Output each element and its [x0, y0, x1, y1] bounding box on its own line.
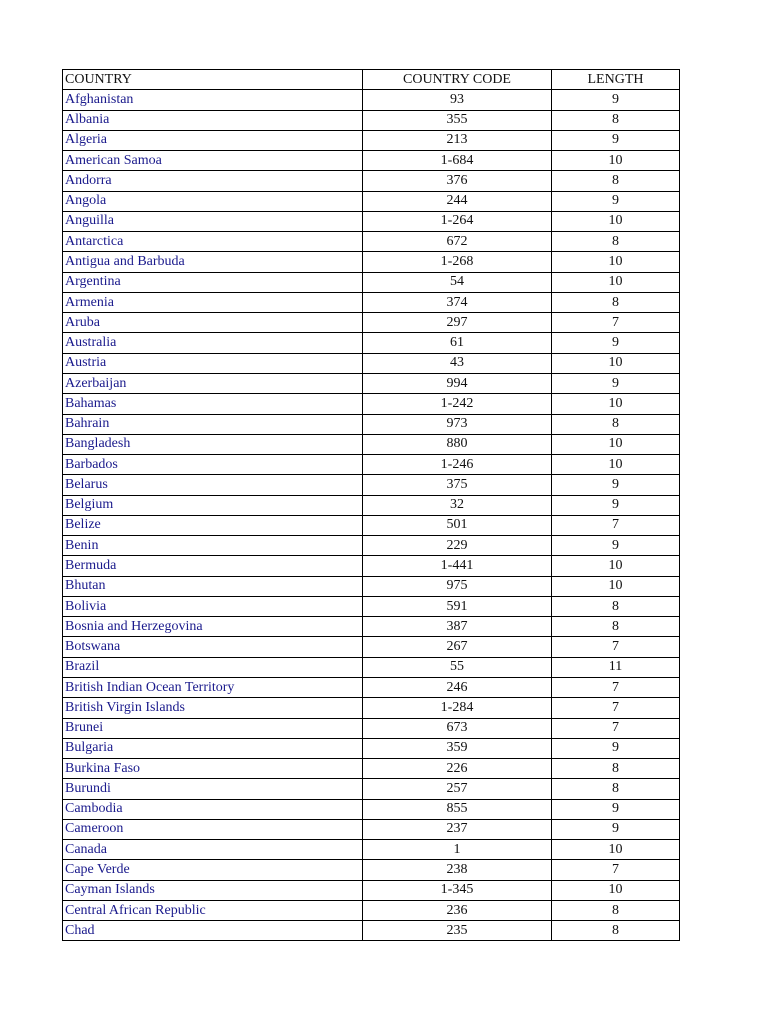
length-cell: 7 — [552, 515, 680, 535]
table-row — [63, 779, 680, 799]
length-cell: 10 — [552, 556, 680, 576]
country-code-cell: 257 — [363, 779, 552, 799]
country-code-cell: 297 — [363, 313, 552, 333]
table-row — [63, 921, 680, 941]
table-row — [63, 495, 680, 515]
country-cell[interactable]: Cambodia — [63, 799, 363, 819]
country-cell[interactable]: Bahamas — [63, 394, 363, 414]
country-code-cell: 975 — [363, 576, 552, 596]
country-cell[interactable]: Central African Republic — [63, 900, 363, 920]
table-row — [63, 353, 680, 373]
country-code-cell: 1-264 — [363, 211, 552, 231]
country-cell[interactable]: Chad — [63, 921, 363, 941]
country-code-cell: 376 — [363, 171, 552, 191]
country-code-cell: 591 — [363, 596, 552, 616]
length-cell: 10 — [552, 394, 680, 414]
length-cell: 10 — [552, 434, 680, 454]
country-code-cell: 54 — [363, 272, 552, 292]
table-row — [63, 90, 680, 110]
country-cell[interactable]: Albania — [63, 110, 363, 130]
country-cell[interactable]: Aruba — [63, 313, 363, 333]
table-row — [63, 130, 680, 150]
length-cell: 9 — [552, 333, 680, 353]
country-cell[interactable]: Afghanistan — [63, 90, 363, 110]
country-code-cell: 1-345 — [363, 880, 552, 900]
country-code-cell: 375 — [363, 475, 552, 495]
length-cell: 10 — [552, 151, 680, 171]
country-cell[interactable]: Antarctica — [63, 232, 363, 252]
country-code-cell: 229 — [363, 536, 552, 556]
country-cell[interactable]: Bosnia and Herzegovina — [63, 617, 363, 637]
country-code-cell: 237 — [363, 819, 552, 839]
table-row — [63, 191, 680, 211]
country-code-cell: 501 — [363, 515, 552, 535]
country-code-cell: 880 — [363, 434, 552, 454]
length-cell: 7 — [552, 860, 680, 880]
table-row — [63, 171, 680, 191]
country-cell[interactable]: Belize — [63, 515, 363, 535]
table-row — [63, 819, 680, 839]
length-cell: 9 — [552, 799, 680, 819]
country-code-cell: 236 — [363, 900, 552, 920]
table-row — [63, 738, 680, 758]
table-row — [63, 373, 680, 393]
country-cell[interactable]: British Indian Ocean Territory — [63, 677, 363, 697]
country-code-cell: 213 — [363, 130, 552, 150]
country-code-cell: 1-242 — [363, 394, 552, 414]
country-code-cell: 55 — [363, 657, 552, 677]
country-cell[interactable]: Bolivia — [63, 596, 363, 616]
length-cell: 8 — [552, 617, 680, 637]
country-cell[interactable]: Algeria — [63, 130, 363, 150]
table-row — [63, 333, 680, 353]
country-cell[interactable]: Austria — [63, 353, 363, 373]
table-row — [63, 880, 680, 900]
length-cell: 8 — [552, 171, 680, 191]
header-country-code: COUNTRY CODE — [363, 70, 552, 90]
table-row — [63, 677, 680, 697]
country-code-cell: 267 — [363, 637, 552, 657]
table-row — [63, 455, 680, 475]
country-cell[interactable]: Anguilla — [63, 211, 363, 231]
length-cell: 8 — [552, 779, 680, 799]
country-code-cell: 855 — [363, 799, 552, 819]
table-row — [63, 840, 680, 860]
table-row — [63, 860, 680, 880]
length-cell: 9 — [552, 536, 680, 556]
length-cell: 8 — [552, 759, 680, 779]
length-cell: 8 — [552, 900, 680, 920]
table-row — [63, 475, 680, 495]
table-row — [63, 272, 680, 292]
country-cell[interactable]: Brazil — [63, 657, 363, 677]
length-cell: 7 — [552, 637, 680, 657]
table-row — [63, 556, 680, 576]
country-code-cell: 994 — [363, 373, 552, 393]
table-row — [63, 211, 680, 231]
country-cell[interactable]: Cape Verde — [63, 860, 363, 880]
table-row — [63, 252, 680, 272]
length-cell: 8 — [552, 110, 680, 130]
country-cell[interactable]: Cayman Islands — [63, 880, 363, 900]
length-cell: 9 — [552, 373, 680, 393]
country-code-cell: 61 — [363, 333, 552, 353]
country-code-table — [62, 69, 680, 941]
length-cell: 9 — [552, 738, 680, 758]
country-code-cell: 246 — [363, 677, 552, 697]
country-cell[interactable]: Barbados — [63, 455, 363, 475]
country-cell[interactable]: Bermuda — [63, 556, 363, 576]
table-row — [63, 698, 680, 718]
table-row — [63, 596, 680, 616]
country-code-cell: 1-441 — [363, 556, 552, 576]
length-cell: 10 — [552, 576, 680, 596]
length-cell: 8 — [552, 414, 680, 434]
country-cell[interactable]: British Virgin Islands — [63, 698, 363, 718]
table-row — [63, 576, 680, 596]
country-cell[interactable]: Cameroon — [63, 819, 363, 839]
country-code-cell: 1-268 — [363, 252, 552, 272]
country-code-cell: 673 — [363, 718, 552, 738]
length-cell: 8 — [552, 232, 680, 252]
country-cell[interactable]: Angola — [63, 191, 363, 211]
country-cell[interactable]: Andorra — [63, 171, 363, 191]
table-row — [63, 799, 680, 819]
length-cell: 10 — [552, 840, 680, 860]
length-cell: 10 — [552, 211, 680, 231]
length-cell: 9 — [552, 819, 680, 839]
length-cell: 10 — [552, 455, 680, 475]
table-row — [63, 292, 680, 312]
country-cell[interactable]: Belarus — [63, 475, 363, 495]
table-row — [63, 313, 680, 333]
country-cell[interactable]: Bahrain — [63, 414, 363, 434]
country-code-cell: 359 — [363, 738, 552, 758]
table-row — [63, 637, 680, 657]
table-row — [63, 536, 680, 556]
length-cell: 7 — [552, 677, 680, 697]
length-cell: 9 — [552, 475, 680, 495]
country-cell[interactable]: Armenia — [63, 292, 363, 312]
table-header — [63, 70, 680, 90]
length-cell: 10 — [552, 272, 680, 292]
length-cell: 8 — [552, 921, 680, 941]
country-cell[interactable]: Bhutan — [63, 576, 363, 596]
table-row — [63, 232, 680, 252]
length-cell: 9 — [552, 495, 680, 515]
country-code-cell: 43 — [363, 353, 552, 373]
table-row — [63, 414, 680, 434]
length-cell: 9 — [552, 130, 680, 150]
country-code-cell: 1-284 — [363, 698, 552, 718]
length-cell: 7 — [552, 698, 680, 718]
country-code-cell: 93 — [363, 90, 552, 110]
country-cell[interactable]: Burkina Faso — [63, 759, 363, 779]
length-cell: 10 — [552, 353, 680, 373]
country-cell[interactable]: Bulgaria — [63, 738, 363, 758]
country-code-cell: 244 — [363, 191, 552, 211]
table-row — [63, 718, 680, 738]
table-row — [63, 394, 680, 414]
country-cell[interactable]: Bangladesh — [63, 434, 363, 454]
country-cell[interactable]: Australia — [63, 333, 363, 353]
length-cell: 8 — [552, 292, 680, 312]
length-cell: 10 — [552, 252, 680, 272]
country-code-cell: 32 — [363, 495, 552, 515]
country-code-cell: 355 — [363, 110, 552, 130]
header-row — [63, 70, 680, 90]
table-row — [63, 617, 680, 637]
country-code-cell: 1 — [363, 840, 552, 860]
table-body — [63, 90, 680, 941]
country-cell[interactable]: Belgium — [63, 495, 363, 515]
length-cell: 7 — [552, 718, 680, 738]
country-cell[interactable]: Argentina — [63, 272, 363, 292]
header-length: LENGTH — [552, 70, 680, 90]
country-cell[interactable]: Antigua and Barbuda — [63, 252, 363, 272]
country-code-cell: 374 — [363, 292, 552, 312]
table-row — [63, 900, 680, 920]
country-code-cell: 973 — [363, 414, 552, 434]
country-cell[interactable]: Benin — [63, 536, 363, 556]
table-row — [63, 515, 680, 535]
country-cell[interactable]: American Samoa — [63, 151, 363, 171]
table-row — [63, 110, 680, 130]
header-country: COUNTRY — [63, 70, 363, 90]
country-cell[interactable]: Azerbaijan — [63, 373, 363, 393]
country-cell[interactable]: Botswana — [63, 637, 363, 657]
country-cell[interactable]: Canada — [63, 840, 363, 860]
country-code-cell: 238 — [363, 860, 552, 880]
country-code-cell: 1-246 — [363, 455, 552, 475]
country-code-cell: 235 — [363, 921, 552, 941]
country-cell[interactable]: Burundi — [63, 779, 363, 799]
country-code-cell: 1-684 — [363, 151, 552, 171]
length-cell: 11 — [552, 657, 680, 677]
length-cell: 8 — [552, 596, 680, 616]
country-cell[interactable]: Brunei — [63, 718, 363, 738]
country-code-cell: 387 — [363, 617, 552, 637]
length-cell: 9 — [552, 90, 680, 110]
length-cell: 10 — [552, 880, 680, 900]
country-code-cell: 226 — [363, 759, 552, 779]
length-cell: 9 — [552, 191, 680, 211]
length-cell: 7 — [552, 313, 680, 333]
table-row — [63, 759, 680, 779]
table-row — [63, 151, 680, 171]
table-row — [63, 657, 680, 677]
table-row — [63, 434, 680, 454]
country-code-cell: 672 — [363, 232, 552, 252]
